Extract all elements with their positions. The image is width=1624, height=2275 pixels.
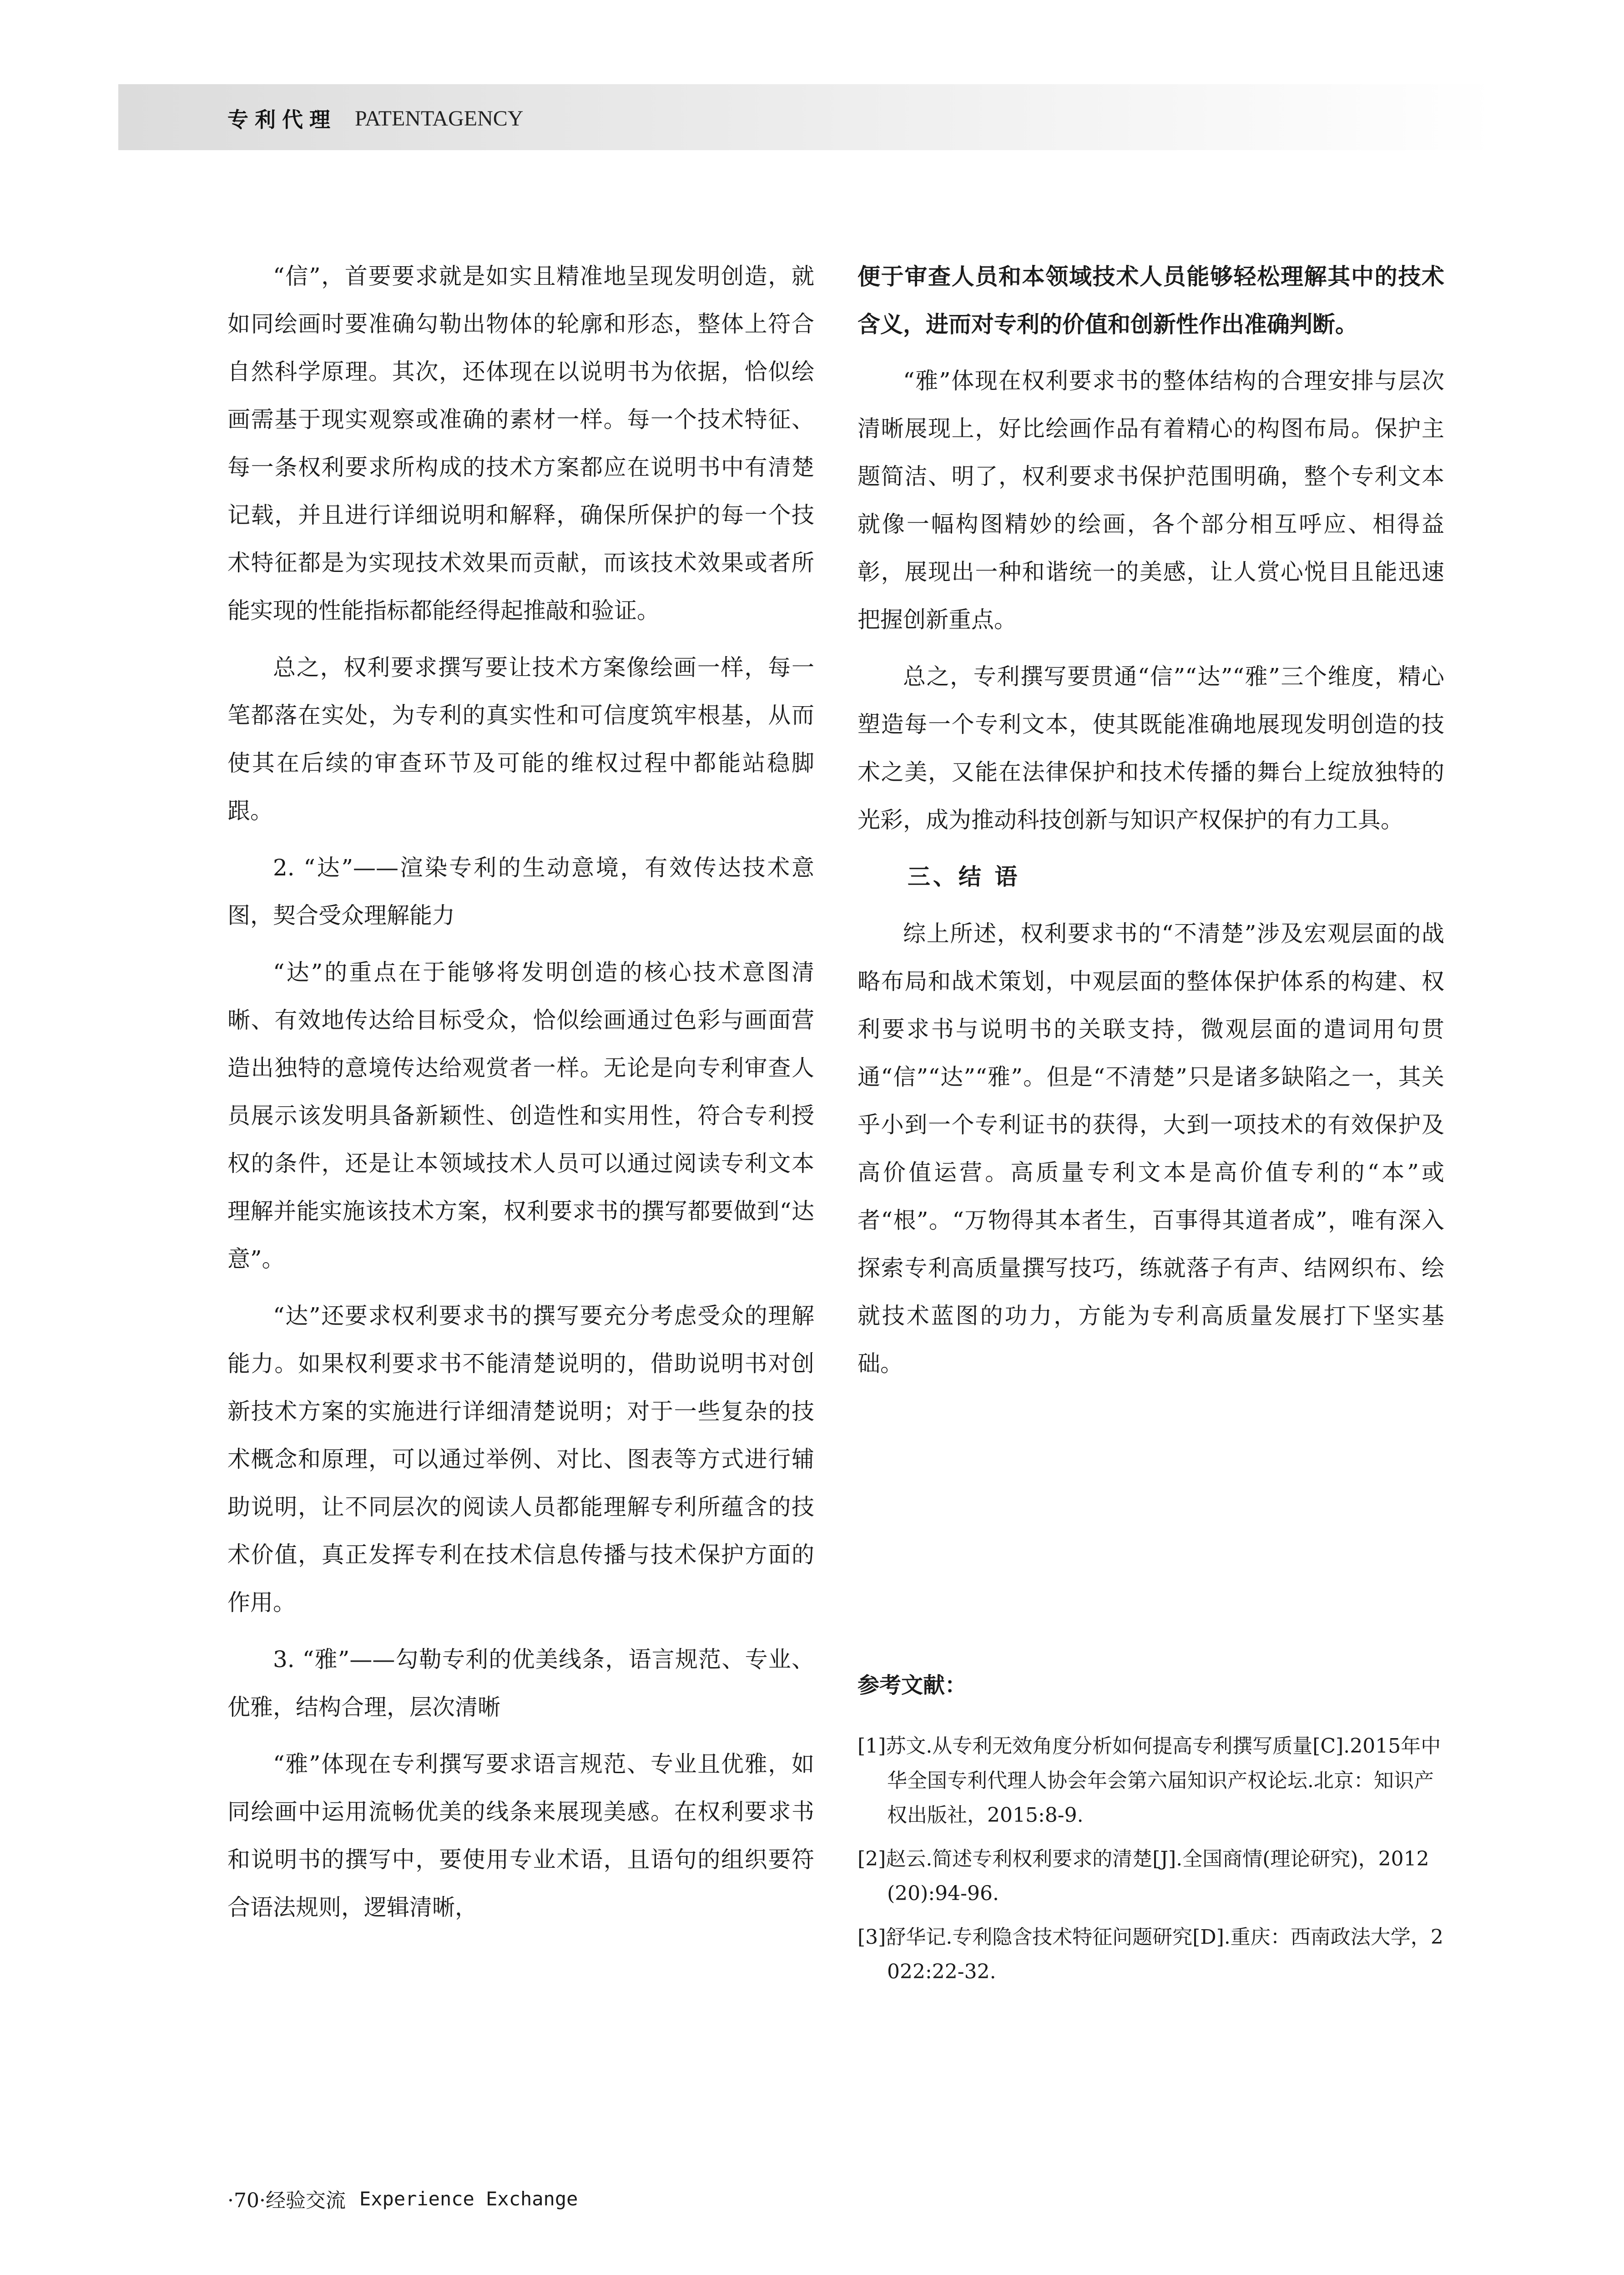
- subsection-heading: 3. “雅”——勾勒专利的优美线条，语言规范、专业、优雅，结构合理，层次清晰: [227, 1646, 814, 1720]
- reference-item: [2]赵云.简述专利权利要求的清楚[J].全国商情(理论研究)，2012(20):94-96.: [857, 1847, 1429, 1905]
- page-footer: [227, 2184, 578, 2213]
- header-section-zh: 专利代理: [227, 107, 337, 132]
- paragraph: “雅”体现在权利要求书的整体结构的合理安排与层次清晰展现上，好比绘画作品有着精心的构图布局。保护主题简洁、明了，权利要求书保护范围明确，整个专利文本就像一幅构图精妙的绘画，各个部分相互呼应、相得益彰，展现出一种和谐统一的美感，让人赏心悦目且能迅速把握创新重点。: [857, 368, 1444, 633]
- paragraph: “雅”体现在专利撰写要求语言规范、专业且优雅，如同绘画中运用流畅优美的线条来展现美感。在权利要求书和说明书的撰写中，要使用专业术语，且语句的组织要符合语法规则，逻辑清晰，: [227, 1751, 814, 1921]
- paragraph: 综上所述，权利要求书的“不清楚”涉及宏观层面的战略布局和战术策划，中观层面的整体保护体系的构建、权利要求书与说明书的关联支持，微观层面的遣词用句贯通“信”“达”“雅”。但是“不清楚”只是诸多缺陷之一，其关乎小到一个专利证书的获得，大到一项技术的有效保护及高价值运营。高质量专利文本是高价值专利的“本”或者“根”。“万物得其本者生，百事得其道者成”，唯有深入探索专利高质量撰写技巧，练就落子有声、结网织布、绘就技术蓝图的功力，方能为专利高质量发展打下坚实基础。: [857, 920, 1444, 1377]
- header-section-en: PATENTAGENCY: [355, 106, 524, 131]
- paragraph: “达”的重点在于能够将发明创造的核心技术意图清晰、有效地传达给目标受众，恰似绘画通过色彩与画面营造出独特的意境传达给观赏者一样。无论是向专利审查人员展示该发明具备新颖性、创造性和实用性，符合专利授权的条件，还是让本领域技术人员可以通过阅读专利文本理解并能实施该技术方案，权利要求书的撰写都要做到“达意”。: [227, 959, 814, 1272]
- paragraph-continued-bold: 便于审查人员和本领域技术人员能够轻松理解其中的技术含义，进而对专利的价值和创新性作出准确判断。: [857, 263, 1444, 338]
- reference-item: [1]苏文.从专利无效角度分析如何提高专利撰写质量[C].2015年中华全国专利代理人协会年会第六届知识产权论坛.北京：知识产权出版社，2015:8-9.: [857, 1734, 1441, 1827]
- subsection-heading: 2. “达”——渲染专利的生动意境，有效传达技术意图，契合受众理解能力: [227, 854, 814, 929]
- right-column: [857, 253, 1444, 1397]
- reference-item: [3]舒华记.专利隐含技术特征问题研究[D].重庆：西南政法大学，2022:22-32.: [857, 1926, 1443, 1983]
- references-list: [857, 1729, 1444, 1998]
- left-column: [227, 253, 814, 1941]
- paragraph: 总之，专利撰写要贯通“信”“达”“雅”三个维度，精心塑造每一个专利文本，使其既能准确地展现发明创造的技术之美，又能在法律保护和技术传播的舞台上绽放独特的光彩，成为推动科技创新与知识产权保护的有力工具。: [857, 663, 1444, 833]
- footer-section-en: Experience Exchange: [359, 2187, 578, 2210]
- paragraph: “信”，首要要求就是如实且精准地呈现发明创造，就如同绘画时要准确勾勒出物体的轮廓和形态，整体上符合自然科学原理。其次，还体现在以说明书为依据，恰似绘画需基于现实观察或准确的素材一样。每一个技术特征、每一条权利要求所构成的技术方案都应在说明书中有清楚记载，并且进行详细说明和解释，确保所保护的每一个技术特征都是为实现技术效果而贡献，而该技术效果或者所能实现的性能指标都能经得起推敲和验证。: [227, 263, 814, 624]
- footer-page-label: ·70·经验交流: [227, 2189, 346, 2212]
- running-header: [227, 102, 523, 134]
- references-title: 参考文献：: [857, 1673, 967, 1698]
- paragraph: 总之，权利要求撰写要让技术方案像绘画一样，每一笔都落在实处，为专利的真实性和可信度筑牢根基，从而使其在后续的审查环节及可能的维权过程中都能站稳脚跟。: [227, 654, 814, 824]
- section-title: 三、结 语: [908, 864, 1020, 890]
- paragraph: “达”还要求权利要求书的撰写要充分考虑受众的理解能力。如果权利要求书不能清楚说明的，借助说明书对创新技术方案的实施进行详细清楚说明；对于一些复杂的技术概念和原理，可以通过举例、对比、图表等方式进行辅助说明，让不同层次的阅读人员都能理解专利所蕴含的技术价值，真正发挥专利在技术信息传播与技术保护方面的作用。: [227, 1303, 814, 1616]
